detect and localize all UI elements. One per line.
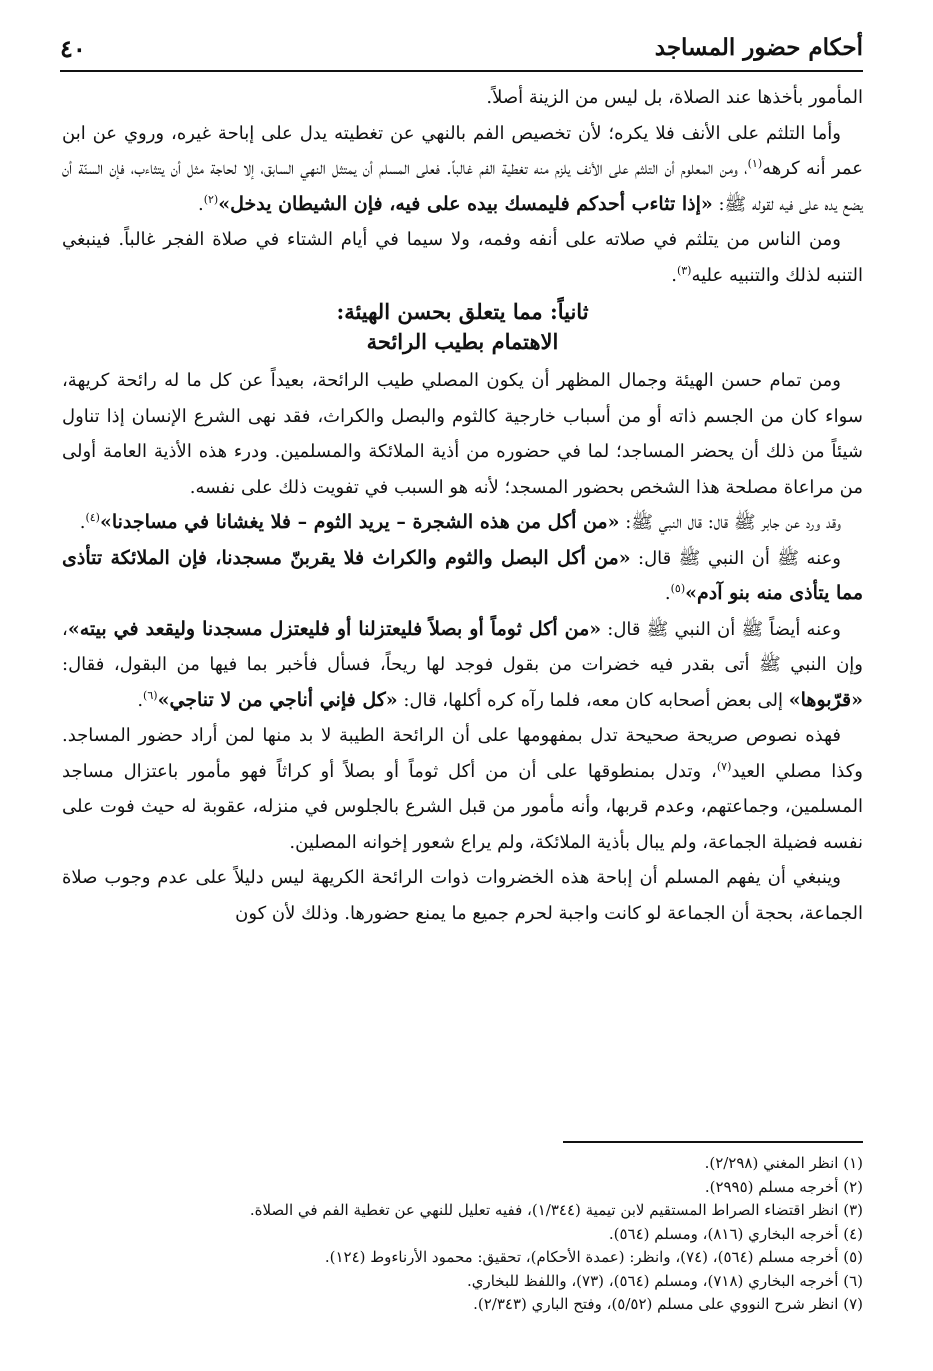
paragraph-text: وقد ورد عن جابر ﷺ قال: قال النبي ﷺ:	[619, 512, 841, 533]
paragraph	[62, 505, 863, 541]
footnote-reference: (٥)	[670, 582, 686, 595]
header-title: أحكام حضور المساجد	[654, 34, 863, 61]
section-heading	[62, 297, 863, 357]
hadith-quote: «كل فإني أناجي من لا تناجي»	[157, 688, 398, 711]
footnote-item: (٧) انظر شرح النووي على مسلم (٥/٥٢)، وفتح الباري (٢/٣٤٣).	[473, 1295, 863, 1313]
paragraph	[62, 718, 863, 860]
paragraph-text: .	[197, 193, 204, 215]
paragraph-text: .	[137, 689, 144, 711]
hadith-quote: «من أكل البصل والثوم والكراث فلا يقربنّ مسجدنا، فإن الملائكة تتأذى مما يتأذى منه بنو آدم»	[62, 546, 863, 604]
paragraph-text: إلى بعض أصحابه كان معه، فلما رآه كره أكلها، قال:	[397, 689, 789, 711]
paragraph-text: وينبغي أن يفهم المسلم أن إباحة هذه الخضروات ذوات الرائحة الكريهة ليس دليلاً على عدم وجوب صلاة الجماعة، بحجة أن الجماعة لو كانت واجبة لحرم جميع ما يمنع حضورها. وذلك لأن كون	[62, 867, 863, 924]
paragraph	[62, 116, 863, 223]
paragraph-text: المأمور بأخذها عند الصلاة، بل ليس من الزينة أصلاً.	[486, 87, 863, 108]
paragraph-text: فهذه نصوص صريحة صحيحة تدل بمفهومها على أن الرائحة الطيبة لا بد منها لمن أراد حضور المساجد. وكذا مصلي العيد	[62, 725, 863, 782]
paragraph-text: وعنه ﷺ أن النبي ﷺ قال:	[630, 547, 841, 569]
paragraph	[62, 860, 863, 931]
paragraph-text: ومن تمام حسن الهيئة وجمال المظهر أن يكون المصلي طيب الرائحة، بعيداً عن كل ما له رائحة كريهة، سواء كان من الجسم ذاته أو من أسباب خارجية كالثوم والبصل والكراث، فقد نهى الشرع الإنسان إذا تناول شيئاً من ذلك أن يحضر المساجد؛ لما في حضوره من أذية الملائكة والمسلمين. ودرء هذه الأذية العامة أولى من مراعاة مصلحة هذا الشخص بحضور المسجد؛ لأنه هو السبب في تفويت ذلك على نفسه.	[62, 370, 863, 498]
hadith-quote: «قرّبوها»	[788, 688, 863, 711]
section-heading-line-1: ثانياً: مما يتعلق بحسن الهيئة:	[336, 299, 589, 324]
paragraphs-group-1	[62, 80, 863, 293]
paragraph-text: ، وتدل بمنطوقها على أن من أكل ثوماً أو بصلاً أو كراثاً فهو مأمور باعتزال مساجد المسلمين، وجماعتهم، وعدم قربها، وأنه مأمور من قبل الشرع بالجلوس في منزله، عقوبة له حيث فوت على نفسه فضيلة الجماعة، ولم يبال بأذية الملائكة، ولم يراع شعور إخوانه المصلين.	[62, 760, 863, 853]
paragraph	[62, 541, 863, 612]
section-heading-line-2: الاهتمام بطيب الرائحة	[366, 329, 559, 354]
hadith-quote: «من أكل ثوماً أو بصلاً فليعتزلنا أو فليعتزل مسجدنا وليقعد في بيته»	[67, 617, 602, 640]
footnote-reference: (٦)	[143, 688, 158, 702]
footnote-separator	[563, 1141, 863, 1143]
paragraphs-group-2	[62, 363, 863, 931]
paragraph	[62, 363, 863, 505]
footnote-item: (١) انظر المغني (٢/٢٩٨).	[704, 1154, 863, 1172]
footnote-item: (٥) أخرجه مسلم (٥٦٤)، (٧٤)، وانظر: (عمدة الأحكام)، تحقيق: محمود الأرناءوط (١٢٤).	[324, 1248, 863, 1266]
running-header	[60, 30, 863, 72]
paragraph-text: ومن الناس من يتلثم في صلاته على أنفه وفمه، ولا سيما في أيام الشتاء في صلاة الفجر غالباً. فينبغي التنبه لذلك والتنبيه عليه	[62, 229, 863, 286]
main-text	[62, 80, 863, 931]
footnote-item: (٤) أخرجه البخاري (٨١٦)، ومسلم (٥٦٤).	[608, 1224, 863, 1243]
paragraph-text: ، ومن المعلوم أن التلثم على الأنف يلزم منه تغطية الفم غالباً. فعلى المسلم أن يمتثل النهي السابق، إلا لحاجة مثل أن يتثاءب، فإن السنّة أن يضع يده على فيه لقوله ﷺ:	[62, 158, 863, 215]
paragraph-text: .	[664, 583, 671, 604]
footnote-reference: (٢)	[203, 192, 219, 206]
footnote-reference: (٤)	[85, 511, 100, 524]
paragraph	[62, 222, 863, 293]
paragraph-text: .	[79, 512, 86, 533]
footnote-reference: (٧)	[716, 759, 732, 773]
paragraph	[62, 612, 863, 719]
hadith-quote: «من أكل من هذه الشجرة – يريد الثوم – فلا يغشانا في مساجدنا»	[99, 511, 620, 533]
footnote-reference: (٣)	[676, 263, 692, 277]
paragraph-text: وأما التلثم على الأنف فلا يكره؛ لأن تخصيص الفم بالنهي عن تغطيته يدل على إباحة غيره، وروي عن ابن عمر أنه كرهه	[62, 122, 863, 179]
footnote-item: (٢) أخرجه مسلم (٢٩٩٥).	[704, 1177, 863, 1196]
paragraph	[62, 80, 863, 116]
page-number: ٤٠	[60, 34, 86, 63]
paragraph-text: .	[671, 264, 677, 286]
hadith-quote: «إذا تثاءب أحدكم فليمسك بيده على فيه، فإن الشيطان يدخل»	[218, 192, 713, 215]
footnotes	[62, 1152, 863, 1317]
paragraph-text: وعنه أيضاً ﷺ أن النبي ﷺ قال:	[601, 618, 841, 640]
footnote-item: (٦) أخرجه البخاري (٧١٨)، ومسلم (٥٦٤)، (٧٣)، واللفظ للبخاري.	[466, 1271, 863, 1290]
footnote-item: (٣) انظر اقتضاء الصراط المستقيم لابن تيمية (١/٣٤٤)، ففيه تعليل للنهي عن تغطية الفم في الصلاة.	[249, 1201, 863, 1219]
footnote-reference: (١)	[747, 157, 763, 170]
paragraph-text: ، وإن النبي ﷺ أتى بقدر فيه خضرات من بقول فوجد لها ريحاً، فسأل فأخبر بما فيها من البقول، فقال:	[62, 618, 863, 675]
